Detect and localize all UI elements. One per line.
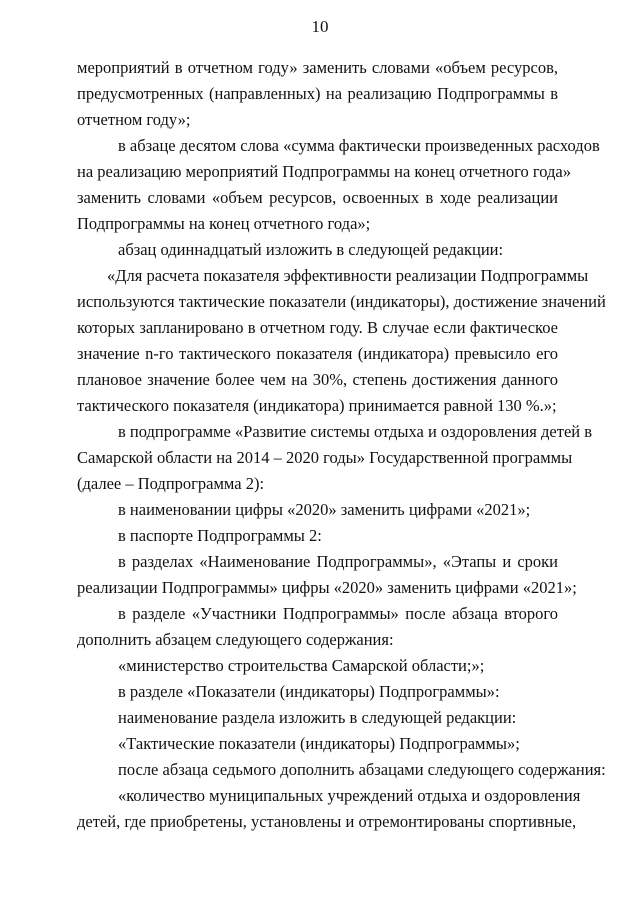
text-line: плановое значение более чем на 30%, степень достижения данного	[77, 370, 558, 389]
text-line: дополнить абзацем следующего содержания:	[77, 630, 394, 649]
text-line: в разделе «Участники Подпрограммы» после абзаца второго	[118, 604, 558, 623]
text-line: реализации Подпрограммы» цифры «2020» заменить цифрами «2021»;	[77, 578, 577, 597]
text-line: абзац одиннадцатый изложить в следующей редакции:	[118, 240, 504, 259]
text-line: отчетном году»;	[77, 110, 191, 129]
text-line: «Тактические показатели (индикаторы) Подпрограммы»;	[118, 734, 520, 753]
text-line: тактического показателя (индикатора) принимается равной 130 %.»;	[77, 396, 557, 415]
text-line: в разделах «Наименование Подпрограммы», «Этапы и сроки	[118, 552, 558, 571]
text-line: используются тактические показатели (индикаторы), достижение значений	[77, 292, 606, 311]
text-line: значение n-го тактического показателя (индикатора) превысило его	[77, 344, 558, 363]
text-line: в паспорте Подпрограммы 2:	[118, 526, 322, 545]
text-line: после абзаца седьмого дополнить абзацами следующего содержания:	[118, 760, 606, 779]
text-line: «Для расчета показателя эффективности реализации Подпрограммы	[107, 266, 589, 285]
text-line: в разделе «Показатели (индикаторы) Подпрограммы»:	[118, 682, 500, 701]
text-line: которых запланировано в отчетном году. В случае если фактическое	[77, 318, 558, 337]
text-line: Подпрограммы на конец отчетного года»;	[77, 214, 371, 233]
text-line: «количество муниципальных учреждений отдыха и оздоровления	[118, 786, 581, 805]
text-line: Самарской области на 2014 – 2020 годы» Государственной программы	[77, 448, 573, 467]
page-number: 10	[311, 17, 329, 36]
text-line: детей, где приобретены, установлены и отремонтированы спортивные,	[77, 812, 577, 831]
text-line: заменить словами «объем ресурсов, освоенных в ходе реализации	[77, 188, 558, 207]
text-line: предусмотренных (направленных) на реализацию Подпрограммы в	[77, 84, 558, 103]
text-line: в подпрограмме «Развитие системы отдыха и оздоровления детей в	[118, 422, 593, 441]
text-line: в абзаце десятом слова «сумма фактически произведенных расходов	[118, 136, 600, 155]
text-line: (далее – Подпрограмма 2):	[77, 474, 265, 493]
text-line: «министерство строительства Самарской области;»;	[118, 656, 485, 675]
text-line: на реализацию мероприятий Подпрограммы на конец отчетного года»	[77, 162, 571, 181]
text-line: в наименовании цифры «2020» заменить цифрами «2021»;	[118, 500, 531, 519]
text-line: мероприятий в отчетном году» заменить словами «объем ресурсов,	[77, 58, 558, 77]
text-line: наименование раздела изложить в следующей редакции:	[118, 708, 517, 727]
